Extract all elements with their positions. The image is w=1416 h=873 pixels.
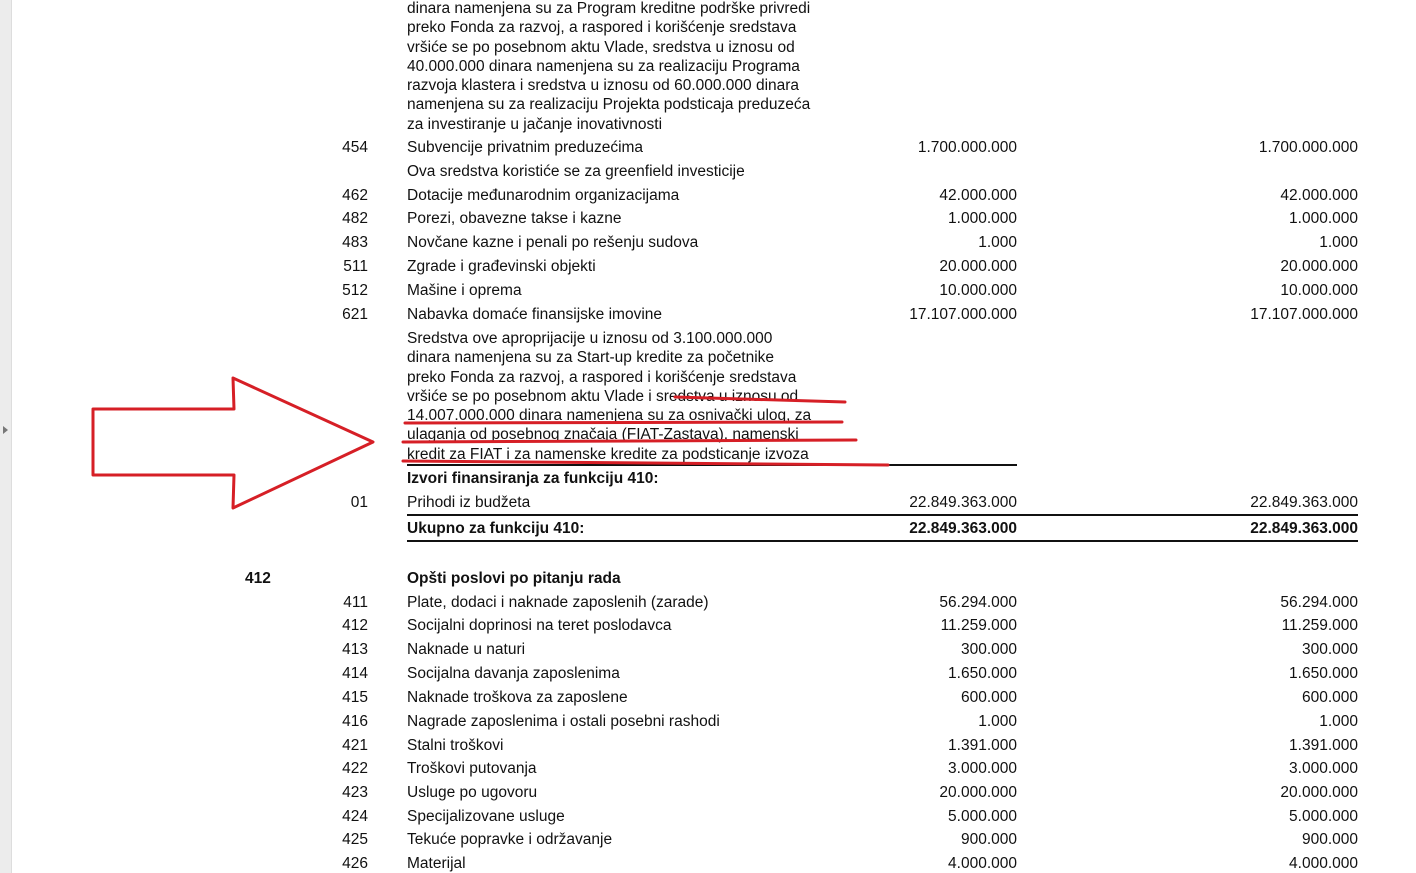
row-value-1: 42.000.000 — [939, 187, 1017, 204]
row-value-1: 5.000.000 — [948, 808, 1017, 825]
row-label: Prihodi iz budžeta — [407, 494, 531, 511]
highlight-underline — [405, 422, 842, 423]
row-value-1: 1.000 — [978, 713, 1017, 730]
row-label: Novčane kazne i penali po rešenju sudova — [407, 234, 699, 251]
row-value-2: 17.107.000.000 — [1250, 306, 1358, 323]
note-line: razvoja klastera i sredstva u iznosu od 60.000.000 dinara — [407, 77, 800, 95]
row-value-2: 1.650.000 — [1289, 665, 1358, 682]
total-value-2: 22.849.363.000 — [1250, 520, 1358, 537]
row-code: 421 — [342, 737, 368, 754]
note-line: 14.007.000.000 dinara namenjena su za osnivački ulog, za — [407, 407, 812, 425]
note-line: dinara namenjena su za Program kreditne podrške privredi — [407, 0, 811, 17]
row-label: Socijalni doprinosi na teret poslodavca — [407, 617, 672, 634]
row-code: 423 — [342, 784, 368, 801]
row-code: 413 — [342, 641, 368, 658]
row-value-2: 300.000 — [1301, 641, 1358, 658]
row-code: 424 — [342, 808, 368, 825]
row-label: Dotacije međunarodnim organizacijama — [407, 187, 680, 204]
row-value-1: 22.849.363.000 — [909, 494, 1017, 511]
row-label: Nabavka domaće finansijske imovine — [407, 306, 663, 323]
row-value-1: 20.000.000 — [939, 258, 1017, 275]
row-value-1: 1.391.000 — [948, 737, 1017, 754]
row-value-2: 600.000 — [1301, 689, 1358, 706]
row-label: Zgrade i građevinski objekti — [407, 258, 596, 275]
note-line: za investiranje u jačanje inovativnosti — [407, 115, 663, 133]
row-code: 415 — [342, 689, 368, 706]
row-value-2: 1.000.000 — [1289, 210, 1358, 227]
row-value-2: 42.000.000 — [1280, 187, 1358, 204]
row-value-1: 4.000.000 — [948, 855, 1017, 872]
highlight-underline — [403, 461, 888, 465]
note-line: ulaganja od posebnog značaja (FIAT-Zastava), namenski — [407, 426, 799, 444]
row-value-2: 1.000 — [1319, 713, 1358, 730]
row-value-2: 4.000.000 — [1289, 855, 1358, 872]
row-value-1: 1.700.000.000 — [917, 139, 1017, 156]
total-label: Ukupno za funkciju 410: — [407, 520, 585, 537]
row-code: 483 — [342, 234, 368, 251]
row-label: Naknade troškova za zaposlene — [407, 689, 628, 706]
row-code: 512 — [342, 282, 368, 299]
row-code: 426 — [342, 855, 368, 872]
row-code: 422 — [342, 760, 368, 777]
row-value-2: 1.000 — [1319, 234, 1358, 251]
row-value-1: 20.000.000 — [939, 784, 1017, 801]
row-value-1: 600.000 — [960, 689, 1017, 706]
row-value-2: 1.391.000 — [1289, 737, 1358, 754]
row-label: Materijal — [407, 855, 466, 872]
row-value-2: 5.000.000 — [1289, 808, 1358, 825]
total-value-1: 22.849.363.000 — [909, 520, 1017, 537]
row-value-2: 56.294.000 — [1280, 594, 1358, 611]
row-code: 621 — [342, 306, 368, 323]
row-label: Mašine i oprema — [407, 282, 522, 299]
row-code: 511 — [343, 258, 368, 275]
highlight-underline — [403, 440, 856, 442]
note-line: preko Fonda za razvoj, a raspored i korišćenje sredstava — [407, 368, 797, 386]
red-arrow-icon — [93, 378, 373, 508]
row-code: 411 — [343, 594, 368, 611]
row-label: Tekuće popravke i održavanje — [407, 831, 613, 848]
row-value-2: 20.000.000 — [1280, 784, 1358, 801]
row-value-1: 10.000.000 — [939, 282, 1017, 299]
row-value-2: 900.000 — [1301, 831, 1358, 848]
row-value-1: 1.650.000 — [948, 665, 1017, 682]
row-code: 416 — [342, 713, 368, 730]
row-value-2: 22.849.363.000 — [1250, 494, 1358, 511]
row-value-2: 10.000.000 — [1280, 282, 1358, 299]
row-label: Specijalizovane usluge — [407, 808, 565, 825]
row-value-2: 3.000.000 — [1289, 760, 1358, 777]
row-value-1: 3.000.000 — [948, 760, 1017, 777]
row-value-1: 1.000.000 — [948, 210, 1017, 227]
row-code: 412 — [342, 617, 368, 634]
section-code: 412 — [245, 570, 271, 587]
row-code: 462 — [342, 187, 368, 204]
row-value-2: 1.700.000.000 — [1258, 139, 1358, 156]
row-value-1: 11.259.000 — [940, 617, 1017, 634]
row-value-2: 11.259.000 — [1281, 617, 1358, 634]
sources-heading: Izvori finansiranja za funkciju 410: — [407, 470, 659, 487]
annotation-strokes — [93, 378, 888, 508]
note-line: 40.000.000 dinara namenjena su za realizaciju Programa — [407, 57, 800, 75]
row-value-1: 900.000 — [960, 831, 1017, 848]
note-line: vršiće se po posebnom aktu Vlade i sredstva u iznosu od — [407, 387, 799, 405]
row-value-1: 56.294.000 — [939, 594, 1017, 611]
row-label: Plate, dodaci i naknade zaposlenih (zarade) — [407, 594, 709, 611]
section-title: Opšti poslovi po pitanju rada — [407, 570, 621, 587]
row-label: Socijalna davanja zaposlenima — [407, 665, 620, 682]
row-label: Nagrade zaposlenima i ostali posebni rashodi — [407, 713, 720, 730]
row-value-2: 20.000.000 — [1280, 258, 1358, 275]
highlight-underline — [675, 397, 845, 402]
row-label: Ova sredstva koristiće se za greenfield investicije — [407, 163, 745, 180]
row-label: Troškovi putovanja — [407, 760, 537, 777]
note-line: vršiće se po posebnom aktu Vlade, sredstva u iznosu od — [407, 38, 795, 56]
row-value-1: 1.000 — [978, 234, 1017, 251]
note-line: kredit za FIAT i za namenske kredite za podsticanje izvoza — [407, 445, 809, 463]
row-label: Subvencije privatnim preduzećima — [407, 139, 644, 156]
row-code: 01 — [350, 494, 368, 511]
row-code: 414 — [342, 665, 368, 682]
note-line: dinara namenjena su za Start-up kredite za početnike — [407, 349, 775, 367]
row-label: Naknade u naturi — [407, 641, 526, 658]
row-code: 425 — [342, 831, 368, 848]
row-label: Stalni troškovi — [407, 737, 504, 754]
row-code: 454 — [342, 139, 368, 156]
note-line: Sredstva ove apropriјacije u iznosu od 3.100.000.000 — [407, 330, 773, 347]
row-value-1: 300.000 — [960, 641, 1017, 658]
note-line: preko Fonda za razvoj, a raspored i korišćenje sredstava — [407, 19, 797, 37]
row-label: Usluge po ugovoru — [407, 784, 538, 801]
row-label: Porezi, obavezne takse i kazne — [407, 210, 622, 227]
row-value-1: 17.107.000.000 — [909, 306, 1017, 323]
row-code: 482 — [342, 210, 368, 227]
note-line: namenjena su za realizaciju Projekta podsticaja preduzeća — [407, 96, 811, 114]
